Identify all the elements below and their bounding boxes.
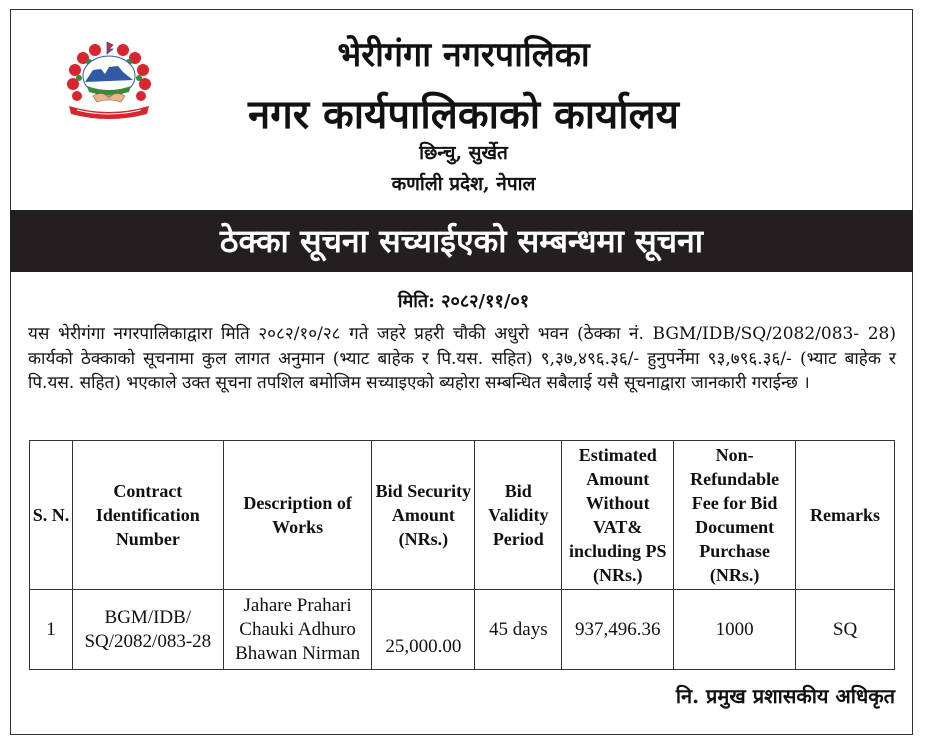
office-name: नगर कार्यपालिकाको कार्यालय bbox=[248, 91, 679, 138]
signatory-title: नि. प्रमुख प्रशासकीय अधिकृत bbox=[675, 684, 895, 708]
cell-description: Jahare Prahari Chauki Adhuro Bhawan Nirman bbox=[223, 590, 372, 670]
cell-validity: 45 days bbox=[475, 590, 562, 670]
bid-table bbox=[29, 440, 895, 670]
col-header-remarks: Remarks bbox=[796, 441, 895, 590]
notice-title-banner: ठेक्का सूचना सच्याईएको सम्बन्धमा सूचना bbox=[10, 210, 913, 272]
office-province: कर्णाली प्रदेश, नेपाल bbox=[391, 173, 536, 195]
col-header-description: Description of Works bbox=[223, 441, 372, 590]
col-header-contract-id: Contract Identification Number bbox=[72, 441, 223, 590]
cell-estimated: 937,496.36 bbox=[562, 590, 674, 670]
col-header-sn: S. N. bbox=[30, 441, 73, 590]
table-header-row bbox=[30, 441, 895, 590]
office-address: छिन्चु, सुर्खेत bbox=[419, 142, 508, 164]
cell-bid-security: 25,000.00 bbox=[372, 590, 475, 670]
cell-sn: 1 bbox=[30, 590, 73, 670]
cell-fee: 1000 bbox=[674, 590, 796, 670]
municipality-name: भेरीगंगा नगरपालिका bbox=[337, 35, 590, 75]
col-header-fee: Non-Refundable Fee for Bid Document Purchase (NRs.) bbox=[674, 441, 796, 590]
cell-contract-id: BGM/IDB/ SQ/2082/083-28 bbox=[72, 590, 223, 670]
cell-remarks: SQ bbox=[796, 590, 895, 670]
col-header-bid-security: Bid Security Amount (NRs.) bbox=[372, 441, 475, 590]
col-header-estimated: Estimated Amount Without VAT& including PS (NRs.) bbox=[562, 441, 674, 590]
notice-body: यस भेरीगंगा नगरपालिकाद्वारा मिति २०८२/१०/२८ गते जहरे प्रहरी चौकी अधुरो भवन (ठेक्का नं. BGM/IDB/SQ/2082/083- 28) कार्यको ठेक्काको सूचनामा कुल लागत अनुमान (भ्याट बाहेक र पि.यस. सहित) ९,३७,४९६.३६/- हुनुपर्नेमा ९३,७९६.३६/- (भ्याट बाहेक र पि.यस. सहित) भएकाले उक्त सूचना तपशिल बमोजिम सच्याइएको ब्यहोरा सम्बन्धित सबैलाई यसै सूचनाद्वारा जानकारी गराईन्छ । bbox=[28, 324, 896, 393]
table-row bbox=[30, 590, 895, 670]
notice-date: मिति: २०८२/११/०१ bbox=[397, 291, 530, 312]
col-header-validity: Bid Validity Period bbox=[475, 441, 562, 590]
